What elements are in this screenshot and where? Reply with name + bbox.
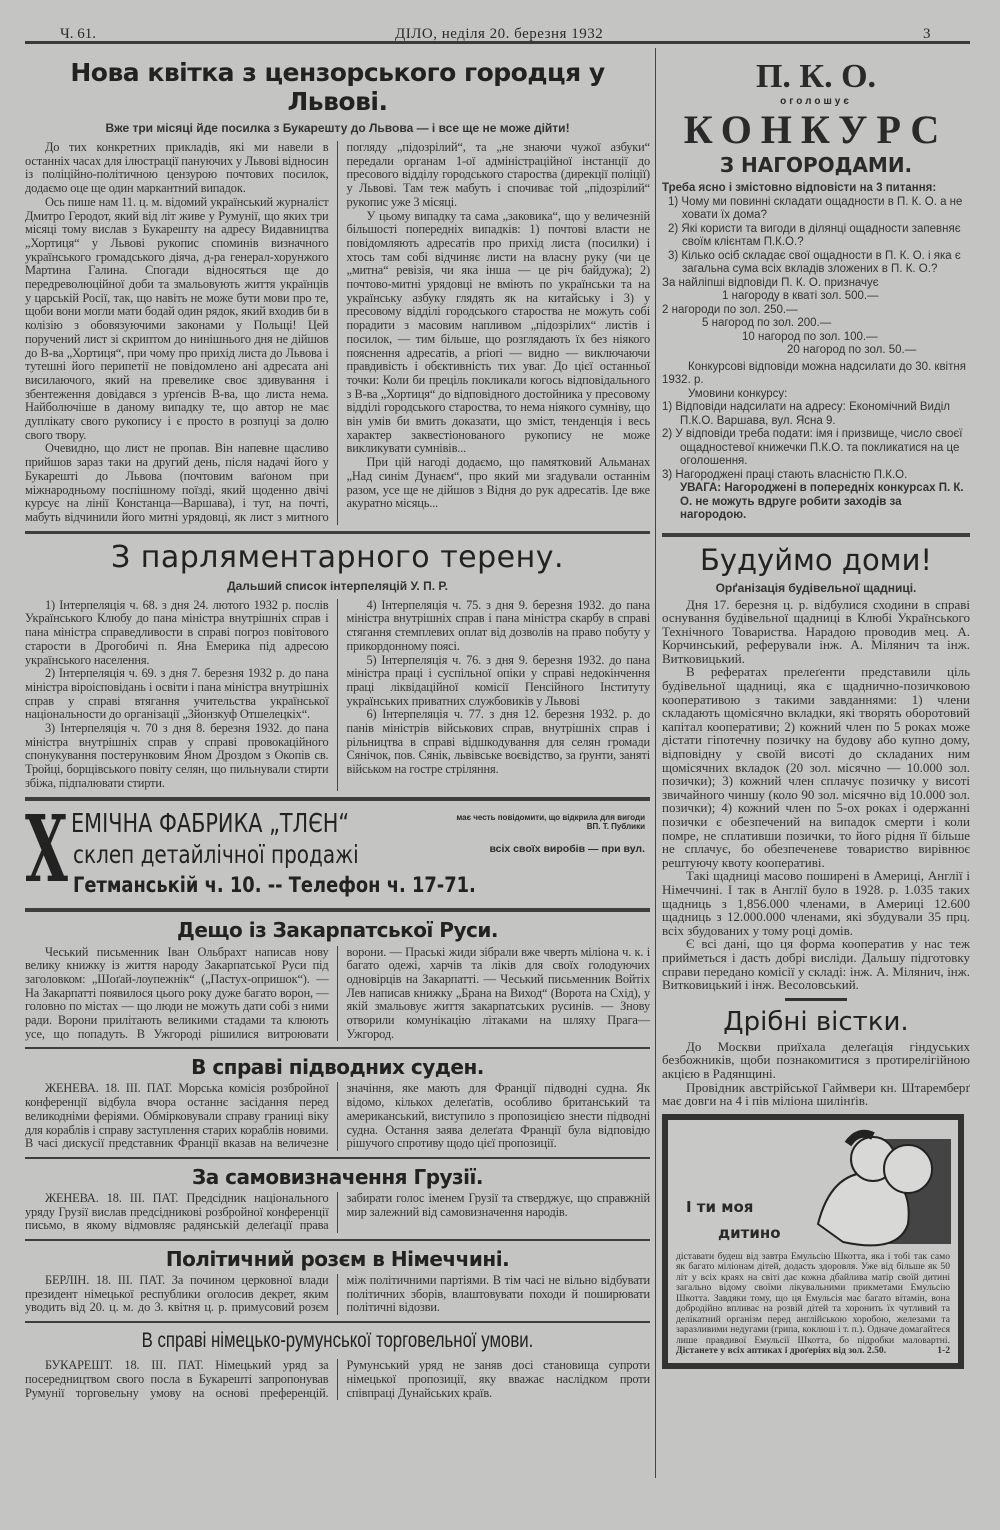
paragraph: БЕРЛІН. 18. III. ПАТ. За почином церковної влади президент німецької республики оголосив декрет, яким уводить від 20. ц. м. до 3. квітня ц. р. примусовий розєм між політичними партіями. В тім часі не вільно відбувати політичних зборів, влаштовувати походи й поширювати політичні відозви. bbox=[25, 1273, 650, 1315]
pko-with-prizes: З НАГОРОДАМИ. bbox=[719, 153, 913, 177]
divider bbox=[25, 1157, 650, 1159]
ad-note1: має честь повідомити, що відкрила для вигоди ВП. Т. Публики bbox=[456, 812, 645, 832]
ad-tlen bbox=[25, 794, 650, 903]
pko-prize: 10 нагород по зол. 100.— bbox=[742, 330, 878, 343]
divider bbox=[662, 533, 970, 537]
pko-prize: 20 нагород по зол. 50.— bbox=[787, 344, 917, 356]
ad-header bbox=[668, 1120, 958, 1252]
article-subtitle: Орґанізація будівельної щадниці. bbox=[715, 580, 917, 595]
pko-question: 2) Які користи та вигоди в ділянці ощадности запевняє своїм клієнтам П.К.О.? bbox=[668, 222, 961, 248]
pko-question: 1) Чому ми повинні складати ощадности в П. К. О. а не ховати їх дома? bbox=[668, 195, 963, 221]
article-body bbox=[25, 141, 650, 525]
article-parliament bbox=[25, 540, 650, 791]
page-header bbox=[25, 24, 970, 44]
news-item: Провідник австрійської Гаймвери кн. Штаремберґ має довги на 4 і пів міліона шилінґів. bbox=[662, 1079, 970, 1109]
news-item: До Москви приїхала делеґація гіндуських безбожників, щоби познакомитися з протирелігійною акцією в Радянщині. bbox=[662, 1038, 970, 1081]
divider bbox=[25, 1239, 650, 1241]
ad-headline1: І ти моя bbox=[686, 1197, 754, 1216]
pko-prize: 5 нагород по зол. 200.— bbox=[702, 317, 832, 329]
pko-condition: 1) Відповіди надсилати на адресу: Економічний Виділ П.К.О. Варшава, вул. Ясна 9. bbox=[662, 401, 950, 427]
article-germany bbox=[25, 1247, 650, 1315]
article-build-homes bbox=[662, 543, 970, 992]
ad-text: діставати будеш від завтра Емульсію Шкотта, яка і тобі так само як багато міліонам дітей, додасть здоровля. Уже від більше як 50 літ у всіх краях на світі дає кожна дбайлива матір своїй дитині загально відому своїми лікувальними прикметами Емульсію Шкотта. Завдяки тому, що ця Емульсія має багато вітамін, вона добродійно впливає на розвій дітей та хоронить їх чутливий та делікатний організм перед англійською хоробою, железами та заразливими недугами (грипа, коклюш і т. п.). Одначе домагайтеся лише правдивої Емульсії Шкотта, бо підробки маловартні. bbox=[676, 1250, 950, 1346]
paragraph: 5) Інтерпеляція ч. 76. з дня 9. березня 1932. до пана міністра праці і суспільної опіки у справі недокінчення праці ліквідаційної комісії Пенсійного Інституту українських приватних службовиків у Львові bbox=[346, 652, 650, 708]
paragraph: ЖЕНЕВА. 18. III. ПАТ. Морська комісія розбройної конференції відбула вчора останнє засідання перед великодніми феріями. Обмірковували справу границі віку для кораблів і справу заступлення старих кораблів новими. В часі дискусії представник Франції вказав на величезне значіння, яке мають для Франції підводні судна. Як відомо, кількох делеґатів, особливо британський та американський, виступило з пропозицією знести підводні судна. Остання заява делеґата Франції була відповідю рішучого спротиву щодо цієї пропозиції. bbox=[25, 1081, 650, 1151]
pko-body bbox=[662, 182, 970, 523]
paragraph: БУКАРЕШТ. 18. III. ПАТ. Німецький уряд за посередництвом свого посла в Букарешті запропонував Румунії торговельну умову на основі преференцій. Румунський уряд не заняв досі становища супроти німецької пропозиції, яку вважає наслідком проти співпраці Дунайських країв. bbox=[25, 1358, 650, 1400]
article-body bbox=[662, 598, 970, 992]
article-transcarpathia bbox=[25, 918, 650, 1042]
divider bbox=[25, 908, 650, 912]
pko-contest: КОНКУРС bbox=[683, 107, 949, 152]
article-title: В справі підводних суден. bbox=[191, 1055, 484, 1080]
paragraph: 4) Інтерпеляція ч. 75. з дня 9. березня 1932. до пана міністра внутрішніх справ і пана міністра скарбу в справі стягання стемплевих оплат від дозволів на право побуту у прикордонному поясі. bbox=[346, 597, 650, 653]
paragraph: 3) Інтерпеляція ч. 70 з дня 8. березня 1932. до пана міністра внутрішніх справ у справі провокаційного спонукування постерунковим Яном Дроздом з Окопів св. Тройці, борщівського повіту селян, що пильнували стирти збіжа, підпалювати стирти. bbox=[25, 721, 329, 790]
divider bbox=[25, 1321, 650, 1323]
article-body bbox=[25, 599, 650, 791]
paragraph: Ось пише нам 11. ц. м. відомий український журналіст Дмитро Геродот, який від літ живе у Румунії, що яких три місяці тому вислав з Букарешту на адресу Видавництва „Хортиця“ у Львові рукопис споминів визначного українського громадського діяча, д-ра генерал-хорунжого Мартина Галина. Спогади відносяться ще до передреволюційної доби та змальовують життя українців у царській Росії, так, що навіть не може бути мови про те, щоби вони могли мати бодай один рядок, який входив би в колізію з обовязуючими законами у Польщі! Цей поручений лист зі скриптом до нинішнього дня не дійшов до В-ва „Хортиця“, при чому про прихід листа до Львова і тутешні його перипетії не повідомлено ані адресата ані висилаючого, який на превелике своє здивування і збентеження довідався з урґенсів В-ва, що листа нема. Найболючіше в даному випадку те, що автор не має дуплікату свого рукопису і є просто в розпуці за долю свого твору. bbox=[25, 194, 329, 442]
article-title: В справі німецько-румунської торговельної умови. bbox=[141, 1329, 534, 1353]
pko-title: П. К. О. bbox=[755, 58, 877, 95]
article-title: Дрібні вістки. bbox=[723, 1006, 909, 1037]
ad-scott-emulsion bbox=[662, 1114, 964, 1369]
divider bbox=[25, 797, 650, 801]
article-title: Дещо із Закарпатської Руси. bbox=[177, 917, 498, 942]
paragraph: Є всі дані, що ця форма кооператив у нас теж прийметься і дасть добрі висліди. Дальшу підготовку справи передано комісії у складі: інж. А. Мілянич, інж. Витковицький і інж. Весоловський. bbox=[662, 936, 970, 993]
ad-line1: ЕМІЧНА ФАБРИКА „ТЛЄН“ bbox=[71, 808, 350, 839]
article-subtitle: Вже три місяці йде посилка з Букарешту до Львова — і все ще не може дійти! bbox=[105, 121, 570, 135]
article-trade bbox=[25, 1329, 650, 1400]
issue-number: Ч. 61. bbox=[60, 26, 96, 42]
article-title: Політичний розєм в Німеччині. bbox=[165, 1247, 510, 1272]
paragraph: 2) Інтерпеляція ч. 69. з дня 7. березня 1932 р. до пана міністра віроісповідань і освіти і пана міністра внутрішніх справ у справі втягання учительства української національности до організації „Зйонзкуф Отшелецкіх“. bbox=[25, 666, 329, 722]
article-title: З парляментарного терену. bbox=[110, 539, 565, 575]
paragraph: Дня 17. березня ц. р. відбулися сходини в справі оснування будівельної щадниці в Клюбі Українського Технічного Товариства. Нарадою проводив мец. А. Корчинський, реферували інж. А. Мілянич та інж. Витковицький. bbox=[662, 596, 970, 666]
paragraph: До тих конкретних прикладів, які ми навели в останніх часах для ілюстрації пануючих у Львові відносин із поліційно-політичною цензурою почтових посилок, додаємо оце ще один маркантний випадок. bbox=[25, 140, 329, 196]
article-body bbox=[25, 1192, 650, 1233]
article-georgia bbox=[25, 1165, 650, 1233]
paragraph: ЖЕНЕВА. 18. III. ПАТ. Предсідник національного уряду Грузії вислав предсідникові розбройної конференції письмо, в якому відмовляє радянській делеґації права забирати голос іменем Грузії та стверджує, що справжній мир залежний від самовизначення народів. bbox=[25, 1190, 650, 1233]
paragraph: При цій нагоді додаємо, що памятковий Альманах „Над синім Дунаєм“, про який ми згадували останнім разом, усе ще не дійшов з Відня до рук адресатів. Іде вже акуратно місяць... bbox=[346, 455, 650, 511]
pko-intro: Треба ясно і змістовно відповісти на 3 питання: bbox=[662, 182, 937, 194]
divider bbox=[25, 1047, 650, 1049]
left-region bbox=[25, 58, 650, 1402]
paragraph: Чеський письменник Іван Ольбрахт написав нову велику книжку із життя народу Закарпатської Руси під заголовком: „Шоґай-лоупежнік“ („Пастух-опришок“). — На Закарпатті появилося цього року дуже багато ворон, — головно по містах — що люди не можуть дати собі з ними ради. Ворони прилітають великими стадами та клюють усе, що попадуть. В Ужгороді рішилися витроювати ворони. — Праські жиди зібрали вже чверть міліона ч. к. і багато одежі, харчів та ліків для своїх голодуючих одновірців на Закарпатті. — Чеський письменник Войтіх Лев написав книжку „Брана на Виход“ (Ворота на Схід), у якій змальовує життя закарпатських русинів. — Знову отворили комунікацію літаками на шляху Прага—Ужгород. bbox=[25, 944, 650, 1041]
article-subtitle: Дальший список інтерпеляцій У. П. Р. bbox=[227, 578, 448, 593]
pko-announces: оголошує bbox=[780, 96, 852, 107]
article-title: Будуймо доми! bbox=[699, 542, 933, 577]
divider bbox=[785, 998, 847, 1001]
ad-note2: всіх своїх виробів — при вул. bbox=[489, 842, 645, 855]
pko-prize: 1 нагороду в кваті зол. 500.— bbox=[722, 290, 879, 302]
ad-headline2: дитино bbox=[718, 1223, 781, 1242]
paragraph: 6) Інтерпеляція ч. 77. з дня 12. березня 1932. р. до панів міністрів військових справ, внутрішніх справ і рільництва в справі відшкодування для селян громади Сянічок, пов. Сянік, львівське воєвідство, за ґрунти, заняті військом на гостре стріляння. bbox=[346, 707, 650, 777]
article-title: Нова квітка з цензорського городця у Львові. bbox=[70, 58, 605, 116]
pko-prize: 2 нагороди по зол. 250.— bbox=[662, 303, 798, 316]
short-news bbox=[662, 1007, 970, 1108]
pko-prizes-intro: За найліпші відповіди П. К. О. призначує bbox=[662, 276, 879, 289]
article-submarines bbox=[25, 1055, 650, 1151]
mother-child-illustration bbox=[803, 1124, 953, 1249]
pko-notice: УВАГА: Нагороджені в попередніх конкурсах П. К. О. не можуть вдруге робити заходів за нагородою. bbox=[680, 482, 964, 521]
paragraph: У цьому випадку та сама „заковика“, що у величезній більшості попередніх випадків: 1) почтові власти не повідомляють адресатів про прихід листа (посилки) і хтось там собі відчиняє листи на власну руку (чи це „митна“ ревізія, чи яка інша — це річ байдужа); 2) почтово-митні урядовці не вміють по українськи та на українську азбуку глядять як на китайську і 3) у пресовому відділі городського староства не можуть собі порадити з масовим напливом „підозрілих“ листів і посилок, — тим більше, що розглядають їх без ніякого пояснення адресатів, a priori — видно — виключаючи правдивість і обєктивність тих уваг. До цієї останньої точки: Коли би преціль покликали когось відповідального з В-ва „Хортиця“ до відповідного достойника у пресовому відділі городського староства, то нема ніякого сумніву, що він умів би вмить доказати, що зміст, тенденція і весь характер заквестіонованого рукопису не може викликувати сумнівів... bbox=[346, 208, 650, 456]
page-number: 3 bbox=[923, 26, 931, 42]
paragraph: Такі щадниці масово поширені в Америці, Англії і Німеччині. І так в Англії було в 1928. р. 1.035 таких щадниць з 1,856.000 членами, в Америці 12.600 щадниць з 12.000.000 членами, які збудували 35 прц. всіх збудованих у тому році домів. bbox=[662, 868, 970, 938]
pko-conditions-title: Умовини конкурсу: bbox=[688, 387, 788, 400]
ad-line3: Гетманській ч. 10. -- Телефон ч. 17-71. bbox=[73, 872, 476, 897]
article-body bbox=[25, 946, 650, 1042]
right-region bbox=[662, 58, 970, 1369]
paragraph: 1) Інтерпеляція ч. 68. з дня 24. лютого 1932 р. послів Українського Клюбу до пана міністра внутрішніх справ і пана міністра справедливости в справі погроз повітового старости в Дрогобичі п. Яна Емерика під адресою українського населення. bbox=[25, 597, 329, 667]
article-title: За самовизначення Грузії. bbox=[192, 1164, 483, 1189]
article-body bbox=[25, 1274, 650, 1315]
article-censorship bbox=[25, 58, 650, 525]
pko-question: 3) Кілько осіб складає свої ощадности в П. К. О. і яка є загальна сума всіх вкладів зложених в П. К. О.? bbox=[668, 249, 961, 275]
ad-line2: склеп детайлічної продажі bbox=[73, 839, 359, 869]
pko-deadline: Конкурсові відповіди можна надсилати до 30. квітня 1932. р. bbox=[662, 360, 966, 386]
paragraph: В рефератах прелеґенти представили ціль будівельної щадниці, яка є щаднично-позичковою кооперативою з такими завданнями: 1) члени складають щомісячно вкладки, які творять оборотовий капітал кооперативи; 2) кожний член по 5 роках може дістати гіпотечну позичку на будову або купно дому, відповідну у своїй висоті до складаних ним щомісячних вкладок (20 зол. місячно — 10.000 зол. позички); 3) кожний член сплачує позичку у висоті звичайного чиншу (коло 90 зол. місячно від 10.000 зол. позички); 4) кожний член по 5-ох роках і одержанні позички є обезпечений на випадок смерти і коли помре, не сплативши позички, то його рідня її більше не сплачує, бо обезпеченеве товариство вирівнює рештуючу квоту кооперативі. bbox=[662, 664, 970, 870]
ad-body bbox=[668, 1252, 958, 1357]
pko-condition: 2) У відповіди треба подати: імя і призвище, число своєї ощадностевої книжечки П.К.О. та покликатися на це оголошення. bbox=[662, 428, 963, 467]
divider bbox=[25, 531, 650, 534]
ad-initial-letter: Х bbox=[25, 794, 68, 903]
article-body bbox=[25, 1359, 650, 1400]
column-divider bbox=[655, 48, 656, 1478]
article-body bbox=[25, 1082, 650, 1151]
ad-pko bbox=[662, 58, 970, 523]
paragraph: Очевидно, що лист не пропав. Він напевне щасливо прийшов зараз таки на другий день, після надачі його у Букарешті до Львова (почтовим ваґоном при міжнародньому поспішному поїзді, який щоденно двічі курсує на лінії Констанца—Варшава), і тут, на почті, мабуть відчинили його митні урядовці, як лист з митного погляду „підозрілий“, та „не знаючи чужої азбуки“ передали органам 1-ої адміністраційної інстанції до пресового відділу городського староства (дирекції поліції) у Львові. Там теж мабуть і спочиває той „підозрілий“ рукопис уже 3 місяці. bbox=[25, 140, 650, 524]
ad-availability: Дістанете у всіх аптиках і дроґеріях від зол. 2.50. bbox=[676, 1345, 887, 1357]
ad-code: 1-2 bbox=[937, 1345, 950, 1357]
pko-condition: 3) Нагороджені праці стають власністю П.К.О. bbox=[662, 468, 908, 481]
masthead: ДІЛО, неділя 20. березня 1932 bbox=[395, 26, 604, 42]
